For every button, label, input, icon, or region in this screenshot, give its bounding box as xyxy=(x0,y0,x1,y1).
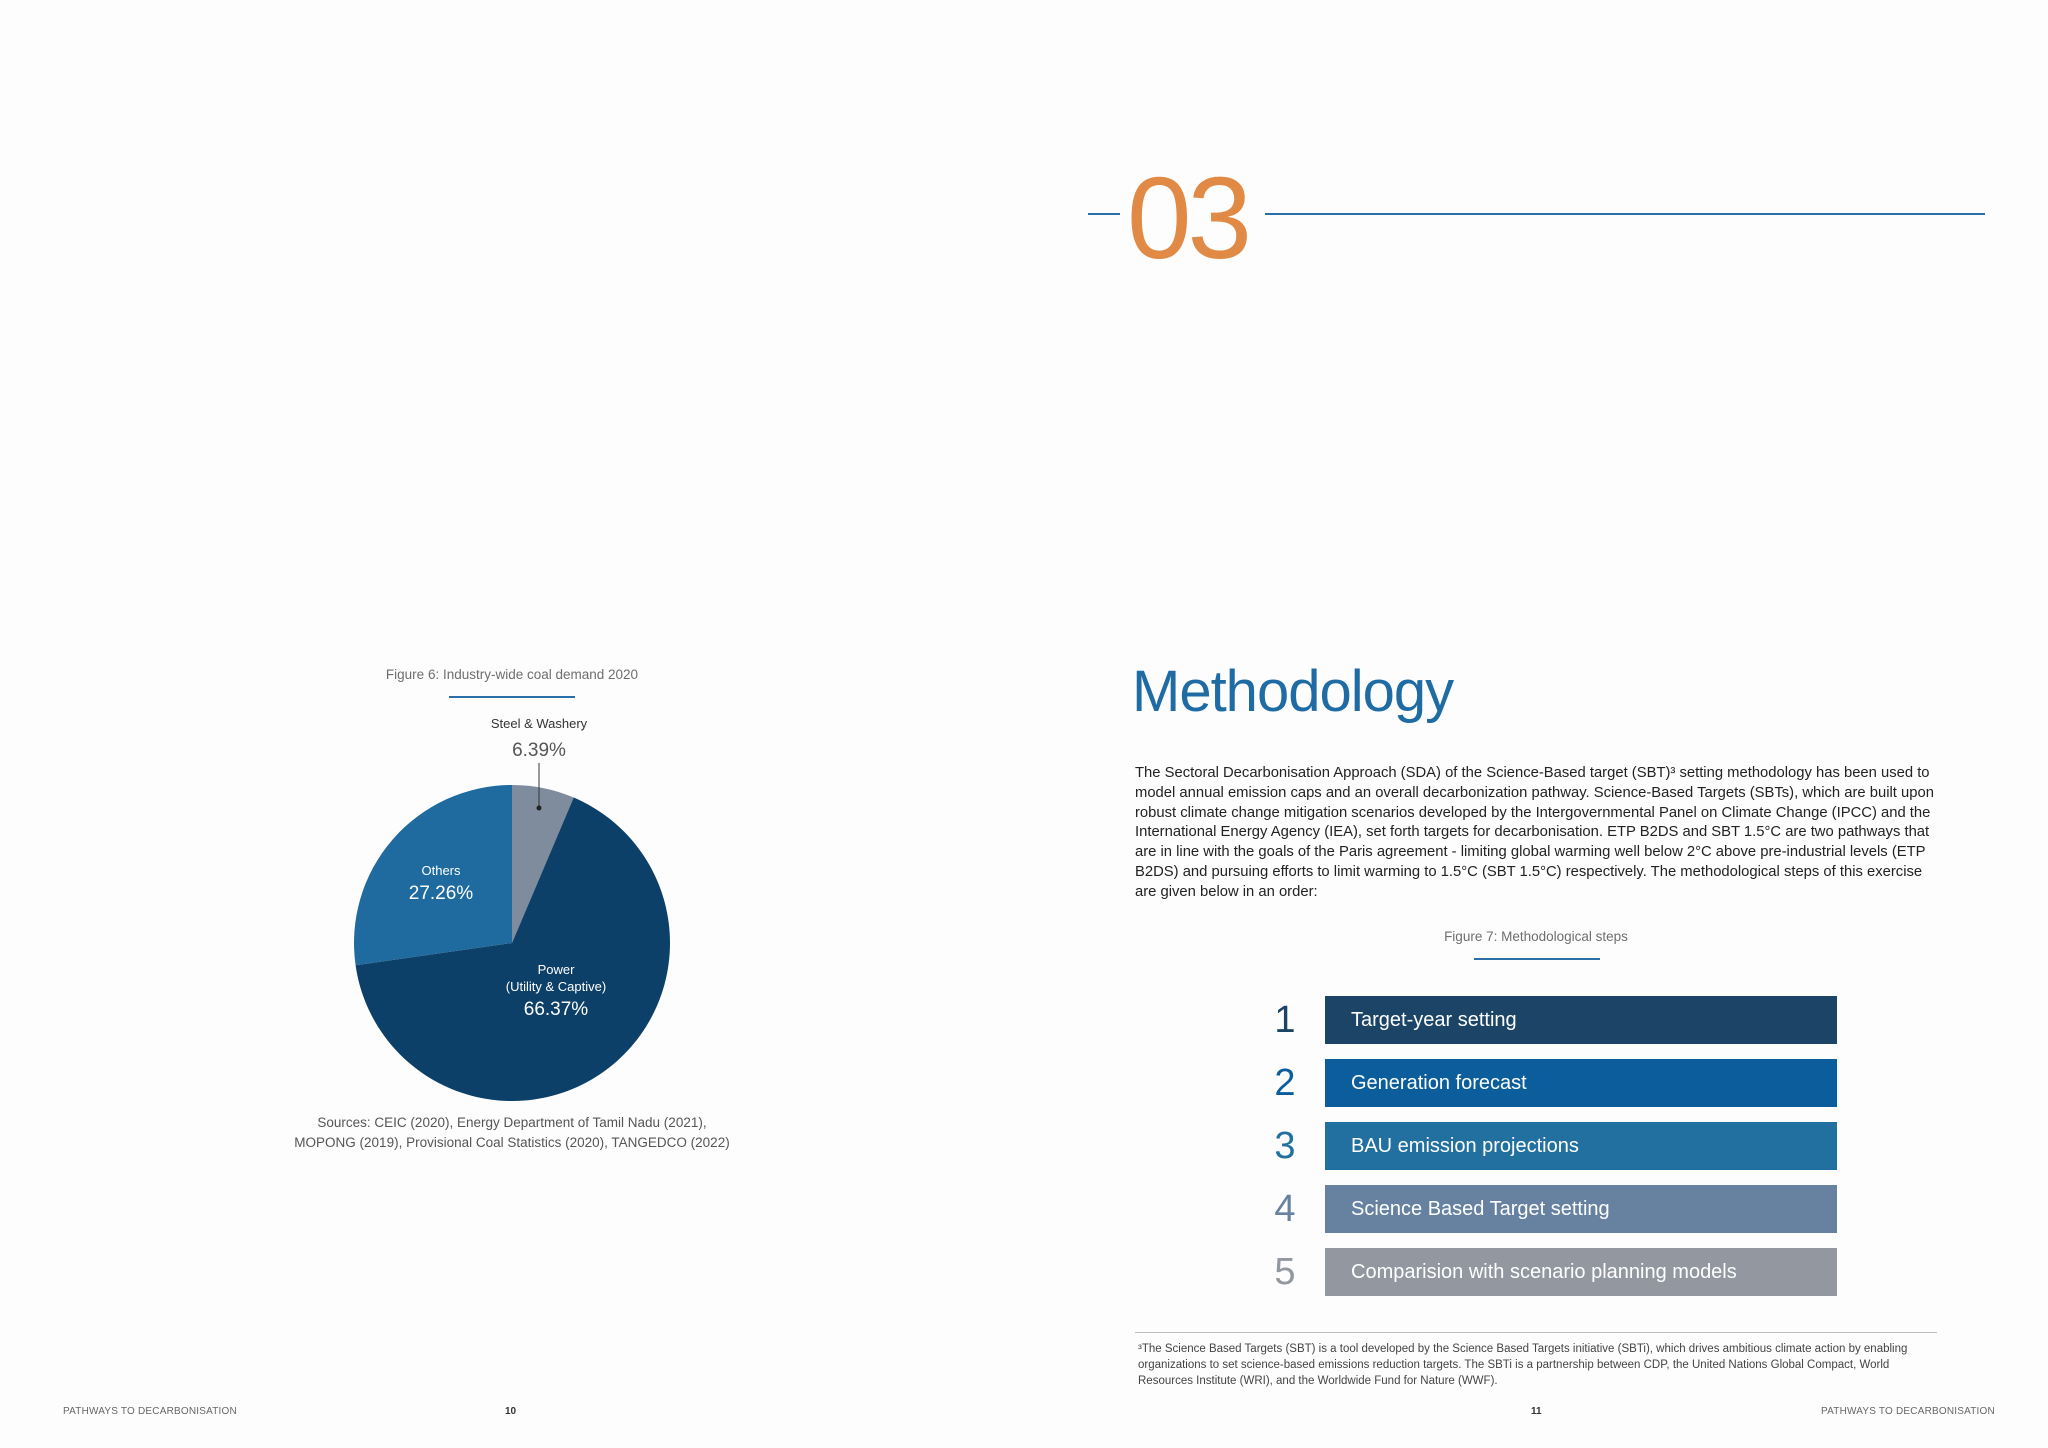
slice-label-steel-washery: Steel & Washery xyxy=(490,716,588,731)
slice-value-power: 66.37% xyxy=(523,999,589,1020)
slice-label-power-sub: (Utility & Captive) xyxy=(505,979,607,994)
step-number: 4 xyxy=(1274,1188,1296,1230)
step-bar: Science Based Target setting xyxy=(1325,1185,1837,1233)
figure-6-underline xyxy=(449,696,575,698)
footnote-rule xyxy=(1135,1332,1937,1333)
footer-label-left: PATHWAYS TO DECARBONISATION xyxy=(63,1406,237,1417)
step-bar: Target-year setting xyxy=(1325,996,1837,1044)
coal-demand-pie-chart xyxy=(330,715,700,1120)
slice-value-steel-washery: 6.39% xyxy=(512,740,566,761)
step-number: 1 xyxy=(1274,999,1296,1041)
intro-paragraph: The Sectoral Decarbonisation Approach (SDA) of the Science-Based target (SBT)³ setting methodology has been used to model annual emission caps and an overall decarbonization pathway. Science-Based Targets (SBTs), which are built upon robust climate change mitigation scenarios developed by the Intergovernmental Panel on Climate Change (IPCC) and the International Energy Agency (IEA), set forth targets for decarbonisation. ETP B2DS and SBT 1.5°C are two pathways that are in line with the goals of the Paris agreement - limiting global warming well below 2°C above pre-industrial levels (ETP B2DS) and pursuing efforts to limit warming to 1.5°C (SBT 1.5°C) respectively. The methodological steps of this exercise are given below in an order: xyxy=(1135,765,1934,900)
slice-label-others: Others xyxy=(421,863,461,878)
slice-value-others: 27.26% xyxy=(408,883,474,904)
step-number: 2 xyxy=(1274,1062,1296,1104)
footnote: ³The Science Based Targets (SBT) is a tool developed by the Science Based Targets initiative (SBTi), which drives ambitious climate action by enabling organizations to set science-based emissions reduction targets. The SBTi is a partnership between CDP, the United Nations Global Compact, World Resources Institute (WRI), and the Worldwide Fund for Nature (WWF). xyxy=(1138,1343,1908,1387)
chapter-rule-right xyxy=(1265,213,1985,215)
figure-7-underline xyxy=(1474,958,1600,960)
chapter-rule-left xyxy=(1088,213,1120,215)
step-bar: BAU emission projections xyxy=(1325,1122,1837,1170)
figure-6-caption: Figure 6: Industry-wide coal demand 2020 xyxy=(385,667,639,682)
page-number-left: 10 xyxy=(505,1406,517,1417)
footer-label-right: PATHWAYS TO DECARBONISATION xyxy=(1821,1406,1995,1417)
sources-line-2: MOPONG (2019), Provisional Coal Statistics (2020), TANGEDCO (2022) xyxy=(294,1135,730,1150)
page-number-right: 11 xyxy=(1531,1406,1542,1417)
step-number: 3 xyxy=(1274,1125,1296,1167)
figure-7-caption: Figure 7: Methodological steps xyxy=(1444,929,1628,944)
slice-label-power: Power xyxy=(537,962,575,977)
sources-line-1: Sources: CEIC (2020), Energy Department of Tamil Nadu (2021), xyxy=(317,1115,707,1130)
figure-6-sources xyxy=(262,1113,762,1153)
leader-dot xyxy=(537,806,542,811)
step-bar: Comparision with scenario planning models xyxy=(1325,1248,1837,1296)
chapter-number: 03 xyxy=(1127,153,1249,283)
step-bar: Generation forecast xyxy=(1325,1059,1837,1107)
section-title: Methodology xyxy=(1132,659,1454,724)
step-number: 5 xyxy=(1274,1251,1296,1293)
